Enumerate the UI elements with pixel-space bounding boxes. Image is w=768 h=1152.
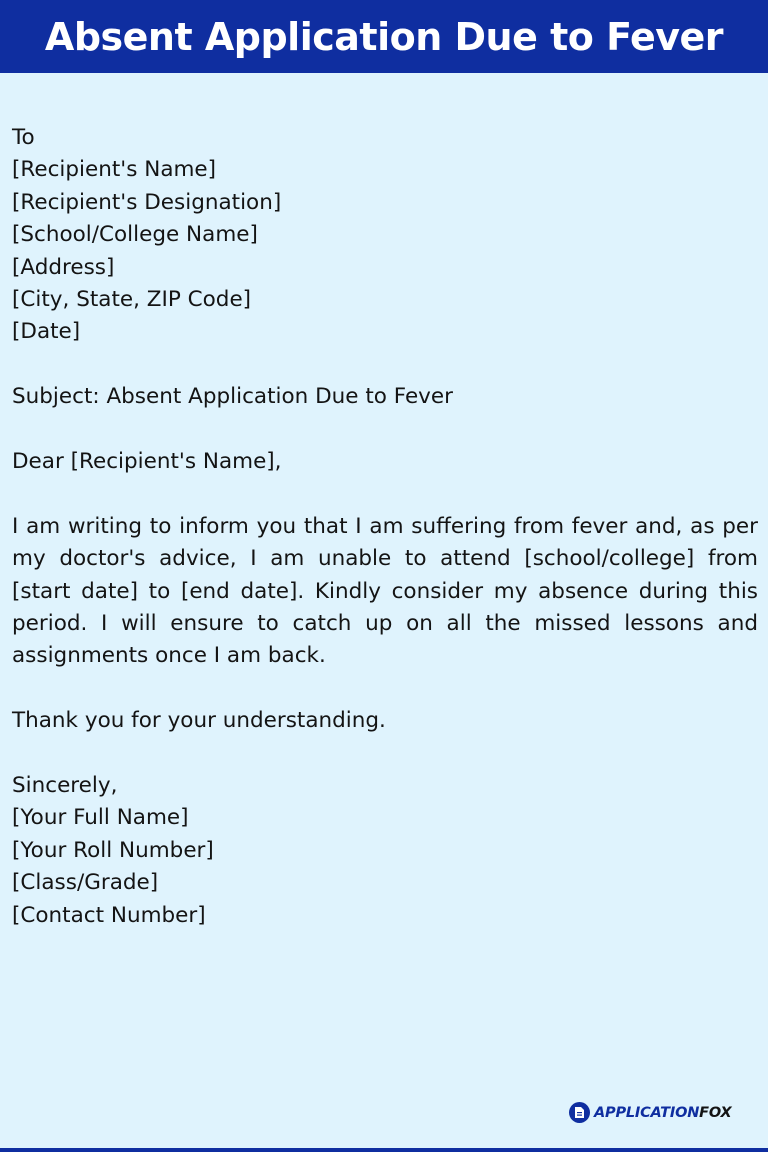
body-paragraph: I am writing to inform you that I am suffering from fever and, as per my doctor's advice, I am unable to attend [school/college] from [start date] to [end date]. Kindly consider my absence during this period. I will ensure to catch up on all the missed lessons and assignments once I am back. <box>12 513 758 669</box>
brand-name-part1: APPLICATION <box>594 1104 700 1121</box>
footer-bar <box>0 1148 768 1152</box>
header-banner <box>0 0 768 73</box>
signature-line: [Class/Grade] <box>12 870 159 896</box>
signature-line: [Your Roll Number] <box>12 837 214 863</box>
address-line: [City, State, ZIP Code] <box>12 287 252 313</box>
address-line: [Date] <box>12 319 81 345</box>
salutation: Dear [Recipient's Name], <box>12 449 282 475</box>
address-line: To <box>12 125 35 150</box>
closing: Sincerely, <box>12 773 118 799</box>
signature-line: [Contact Number] <box>12 902 206 928</box>
brand-logo <box>569 1102 731 1123</box>
page-title: Absent Application Due to Fever <box>44 14 724 59</box>
brand-name <box>594 1105 731 1121</box>
document-icon <box>569 1102 590 1123</box>
spacer <box>12 349 758 381</box>
recipient-address-block <box>12 122 758 349</box>
spacer <box>12 738 758 770</box>
signature-block <box>12 802 758 932</box>
letter-body <box>12 122 758 932</box>
spacer <box>12 673 758 705</box>
subject-line: Subject: Absent Application Due to Fever <box>12 384 453 410</box>
thanks-line: Thank you for your understanding. <box>12 708 386 734</box>
spacer <box>12 478 758 510</box>
address-line: [School/College Name] <box>12 222 258 248</box>
brand-name-part2: FOX <box>699 1104 732 1121</box>
address-line: [Address] <box>12 254 115 280</box>
address-line: [Recipient's Designation] <box>12 189 282 215</box>
spacer <box>12 414 758 446</box>
signature-line: [Your Full Name] <box>12 805 189 831</box>
address-line: [Recipient's Name] <box>12 157 217 183</box>
